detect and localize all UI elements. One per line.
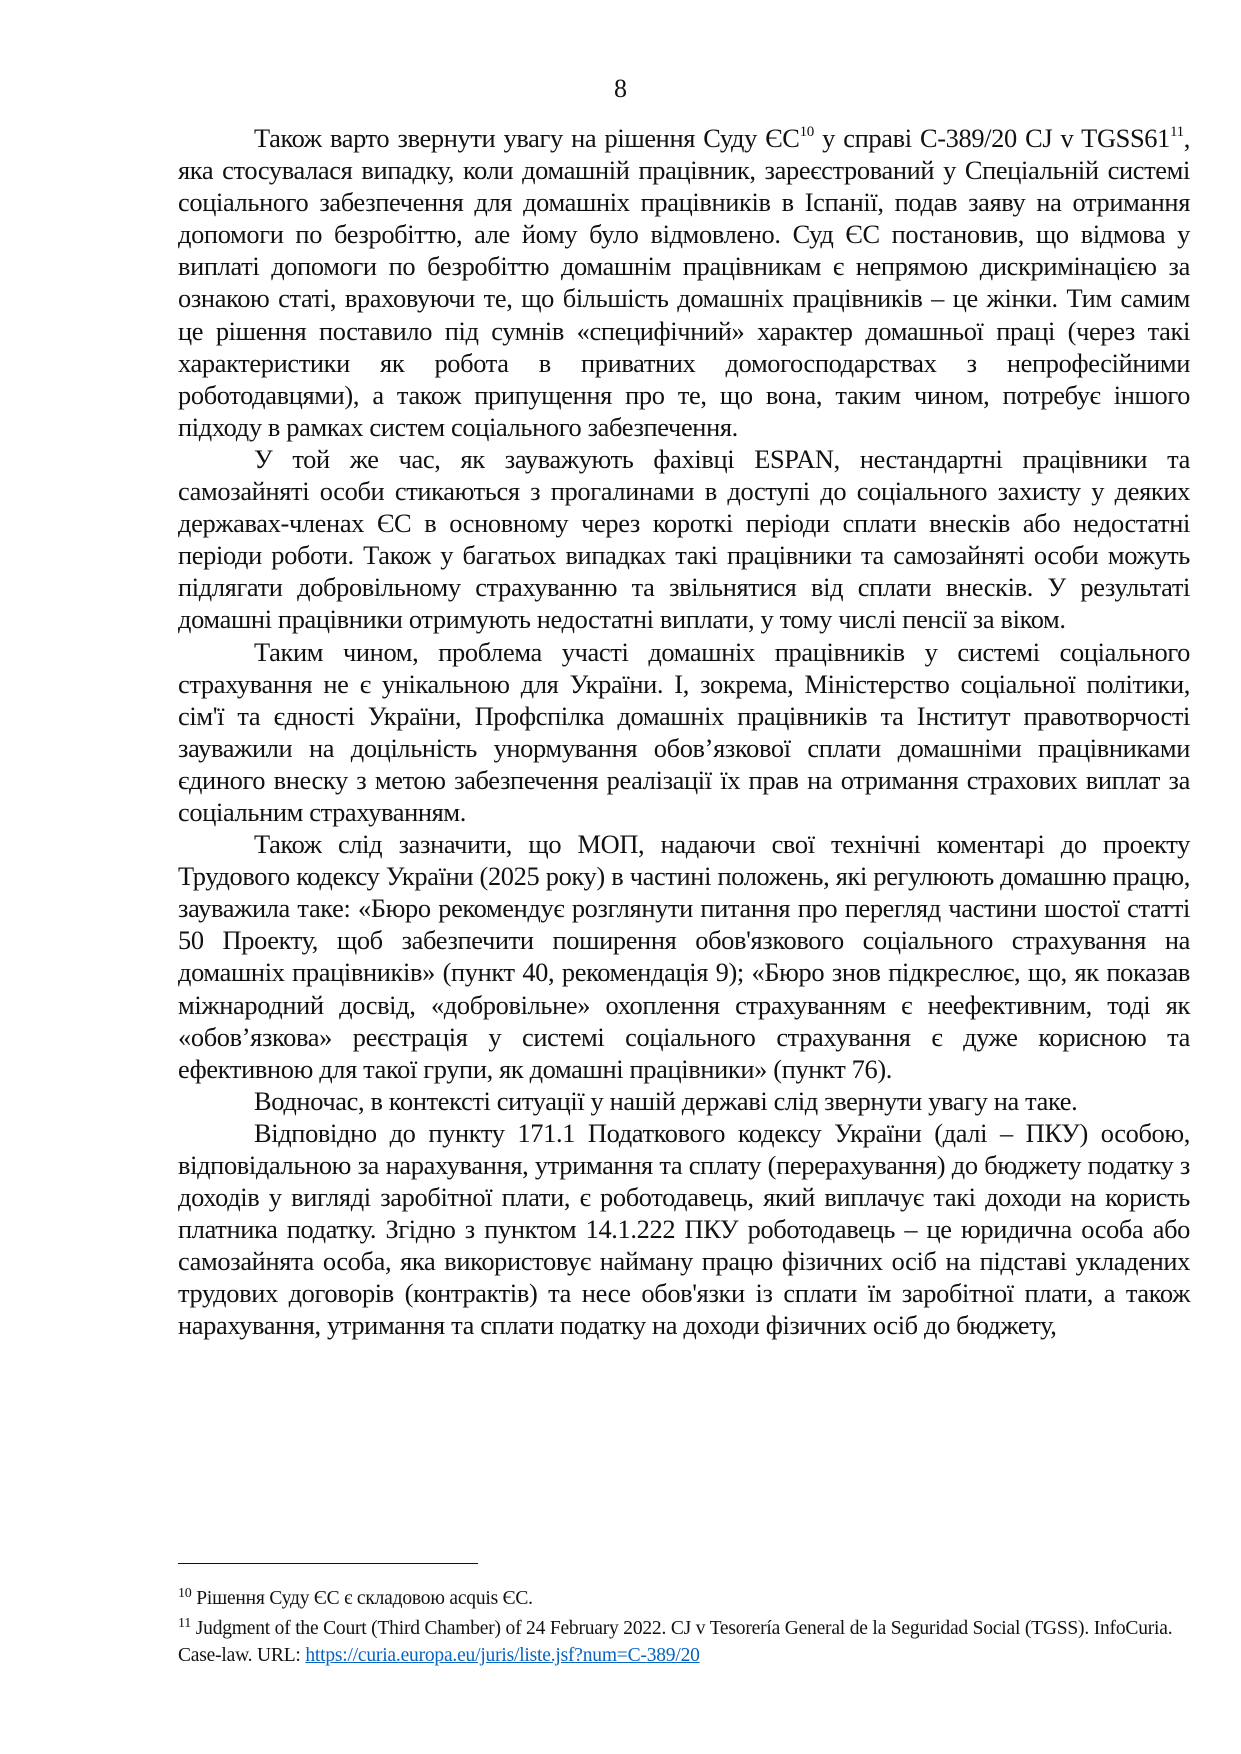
paragraph-1-text-b: у справі C-389/20 CJ v TGSS61 [813, 123, 1170, 153]
footnote-ref-10[interactable]: 10 [799, 124, 814, 140]
paragraph-1 [178, 122, 1190, 443]
footnote-marker-10: 10 [178, 1586, 192, 1601]
footnote-11-text: Judgment of the Court (Third Chamber) of 24 February 2022. CJ v Tesorería General de la Seguridad Social (TGSS). InfoCuria. Case-law. URL: [178, 1618, 1173, 1666]
footnote-ref-11[interactable]: 11 [1170, 124, 1184, 140]
paragraph-4: Також слід зазначити, що МОП, надаючи свої технічні коментарі до проекту Трудового кодексу України (2025 року) в частині положень, які регулюють домашню працю, зауважила таке: «Бюро рекомендує розглянути питання про перегляд частини шостої статті 50 Проекту, щоб забезпечити поширення обов'язкового соціального страхування на домашніх працівників» (пункт 40, рекомендація 9); «Бюро знов підкреслює, що, як показав міжнародний досвід, «добровільне» охоплення страхуванням є неефективним, тоді як «обов’язкова» реєстрація у системі соціального страхування є дуже корисною та ефективною для такої групи, як домашні працівники» (пункт 76). [178, 829, 1190, 1084]
footnote-11-url-link[interactable]: https://curia.europa.eu/juris/liste.jsf?num=C-389/20 [305, 1645, 700, 1666]
body-text [178, 122, 1190, 1342]
page-number: 8 [614, 74, 627, 103]
paragraph-6: Відповідно до пункту 171.1 Податкового кодексу України (далі – ПКУ) особою, відповідальною за нарахування, утримання та сплату (перерахування) до бюджету податку з доходів у вигляді заробітної плати, є роботодавець, який виплачує такі доходи на користь платника податку. Згідно з пунктом 14.1.222 ПКУ роботодавець – це юридична особа або самозайнята особа, яка використовує найману працю фізичних осіб на підставі укладених трудових договорів (контрактів) та несе обов'язки із сплати їм заробітної плати, а також нарахування, утримання та сплати податку на доходи фізичних осіб до бюджету, [178, 1117, 1190, 1341]
paragraph-3: Таким чином, проблема участі домашніх працівників у системі соціального страхування не є унікальною для України. І, зокрема, Міністерство соціальної політики, сім'ї та єдності України, Профспілка домашніх працівників та Інститут правотворчості зауважили на доцільність унормування обов’язкової сплати домашніми працівниками єдиного внеску з метою забезпечення реалізації їх прав на отримання страхових виплат за соціальним страхуванням. [178, 636, 1190, 827]
paragraph-1-text-c: , яка стосувалася випадку, коли домашній працівник, зареєстрований у Спеціальній системі соціального забезпечення для домашніх працівників в Іспанії, подав заяву на отримання допомоги по безробіттю, але йому було відмовлено. Суд ЄС постановив, що відмова у виплаті допомоги по безробіттю домашнім працівникам є непрямою дискримінацією за ознакою статі, враховуючи те, що більшість домашніх працівників – це жінки. Тим самим це рішення поставило під сумнів «специфічний» характер домашньої праці (через такі характеристики як робота в приватних домогосподарствах з непрофесійними роботодавцями), а також припущення про те, що вона, таким чином, потребує іншого підходу в рамках систем соціального забезпечення. [178, 123, 1190, 442]
footnote-10 [178, 1585, 1190, 1612]
paragraph-2: У той же час, як зауважують фахівці ESPAN, нестандартні працівники та самозайняті особи стикаються з прогалинами в доступі до соціального захисту у деяких державах-членах ЄС в основному через короткі періоди сплати внесків або недостатні періоди роботи. Також у багатьох випадках такі працівники та самозайняті особи можуть підлягати добровільному страхуванню та звільнятися від сплати внесків. У результаті домашні працівники отримують недостатні виплати, у тому числі пенсії за віком. [178, 443, 1190, 635]
paragraph-1-text-a: Також варто звернути увагу на рішення Суду ЄС [254, 123, 800, 153]
footnotes [178, 1585, 1190, 1672]
footnote-marker-11: 11 [178, 1616, 192, 1631]
footnote-11 [178, 1615, 1190, 1669]
footnote-10-text: Рішення Суду ЄС є складовою acquis ЄС. [191, 1588, 533, 1609]
paragraph-5: Водночас, в контексті ситуації у нашій державі слід звернути увагу на таке. [254, 1085, 1078, 1116]
footnote-separator [178, 1563, 478, 1564]
